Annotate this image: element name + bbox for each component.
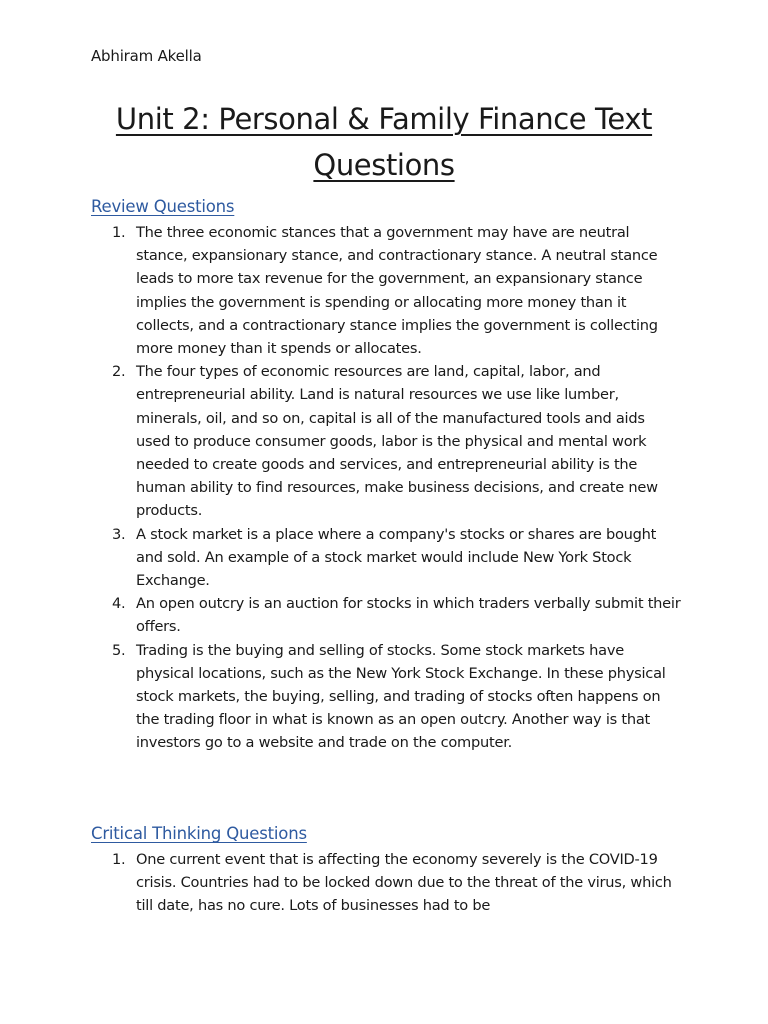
- answer-text: The four types of economic resources are land, capital, labor, and entrepreneurial ability. Land is natural resources we use like lumber, minerals, oil, and so on, capital is all of the manufactured tools and aids used to produce consumer goods, labor is the physical and mental work needed to create goods and services, and entrepreneurial ability is the human ability to find resources, make business decisions, and create new products.: [136, 363, 658, 520]
- answer-text: The three economic stances that a government may have are neutral stance, expansionary stance, and contractionary stance. A neutral stance leads to more tax revenue for the government, an expansionary stance implies the government is spending or allocating more money than it collects, and a contractionary stance implies the government is collecting more money than it spends or allocates.: [136, 224, 658, 358]
- author-name: Abhiram Akella: [91, 47, 202, 65]
- question-number: 5.: [112, 641, 126, 659]
- list-item: [112, 523, 682, 593]
- list-item: [112, 360, 682, 522]
- list-item: [112, 592, 682, 638]
- list-item: [112, 848, 682, 918]
- question-number: 2.: [112, 363, 126, 381]
- list-item: [112, 221, 682, 360]
- question-number: 3.: [112, 525, 126, 543]
- question-number: 4.: [112, 595, 126, 613]
- answer-text: An open outcry is an auction for stocks in which traders verbally submit their offers.: [136, 595, 681, 636]
- review-questions-heading: Review Questions: [91, 197, 235, 216]
- question-number: 1.: [112, 851, 126, 868]
- critical-thinking-list: [112, 848, 682, 918]
- list-item: [112, 639, 682, 755]
- document-title: Unit 2: Personal & Family Finance Text Questions: [115, 102, 653, 182]
- question-number: 1.: [112, 224, 126, 241]
- review-questions-list: [112, 221, 682, 755]
- answer-text: Trading is the buying and selling of stocks. Some stock markets have physical locations, such as the New York Stock Exchange. In these physical stock markets, the buying, selling, and trading of stocks often happens on the trading floor in what is known as an open outcry. Another way is that investors go to a website and trade on the computer.: [136, 641, 666, 752]
- critical-thinking-heading: Critical Thinking Questions: [91, 824, 307, 843]
- answer-text: A stock market is a place where a company's stocks or shares are bought and sold. An example of a stock market would include New York Stock Exchange.: [136, 525, 657, 590]
- answer-text: One current event that is affecting the economy severely is the COVID-19 crisis. Countries had to be locked down due to the threat of the virus, which till date, has no cure. Lots of businesses had to be: [136, 851, 672, 915]
